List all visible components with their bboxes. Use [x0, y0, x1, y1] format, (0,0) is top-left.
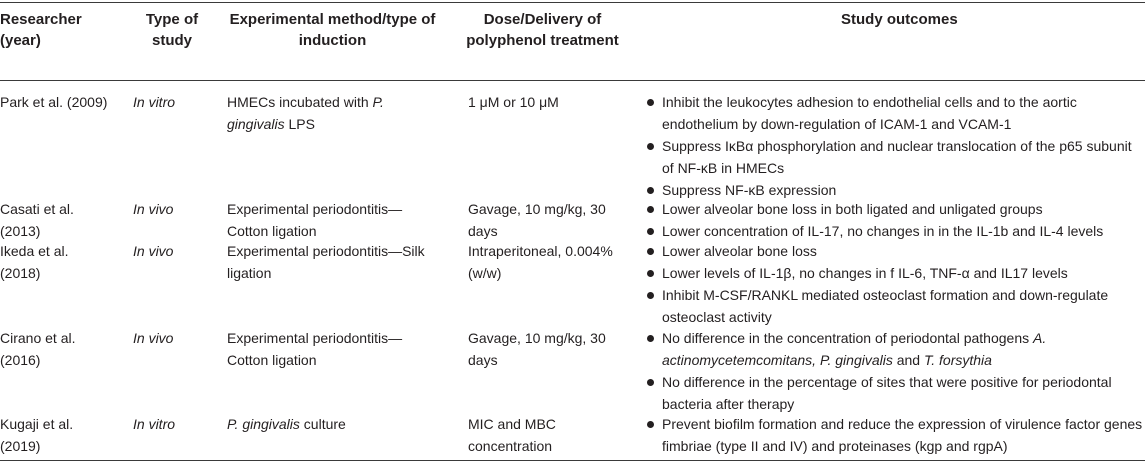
row-method: P. gingivalis culture — [227, 416, 346, 432]
header-researcher: Researcher (year) — [0, 11, 82, 49]
header-dose: Dose/Delivery of polyphenol treatment — [466, 11, 619, 49]
row-method: Experimental periodontitis—Cotton ligation — [227, 330, 403, 368]
header-outcomes: Study outcomes — [841, 11, 958, 28]
row-outcomes — [646, 240, 1145, 328]
outcome-item: Lower concentration of IL-17, no changes in in the IL-1b and IL-4 levels — [646, 220, 1145, 242]
header-type: Type of study — [145, 11, 199, 49]
row-dose: MIC and MBC concentration — [468, 416, 556, 454]
row-outcomes — [646, 413, 1145, 457]
row-dose: 1 μM or 10 μM — [468, 94, 559, 110]
row-method: Experimental periodontitis—Silk ligation — [227, 243, 425, 281]
outcome-item: No difference in the concentration of periodontal pathogens A. actinomycetemcomitans, P. gingivalis and T. forsythia — [646, 327, 1145, 371]
outcome-item: Prevent biofilm formation and reduce the expression of virulence factor genes fimbriae (type II and IV) and proteinases (kgp and rgpA) — [646, 413, 1145, 457]
row-method: Experimental periodontitis—Cotton ligation — [227, 201, 403, 239]
row-researcher: Kugaji et al. (2019) — [0, 416, 74, 454]
outcome-item: Inhibit the leukocytes adhesion to endothelial cells and to the aortic endothelium by down-regulation of ICAM-1 and VCAM-1 — [646, 91, 1145, 135]
row-type: In vivo — [133, 201, 174, 217]
row-dose: Gavage, 10 mg/kg, 30 days — [468, 201, 606, 239]
row-method: HMECs incubated with P. gingivalis LPS — [227, 94, 384, 132]
row-dose: Gavage, 10 mg/kg, 30 days — [468, 330, 606, 368]
row-type: In vivo — [133, 330, 174, 346]
row-outcomes — [646, 91, 1145, 201]
row-researcher: Ikeda et al. (2018) — [0, 243, 69, 281]
row-researcher: Cirano et al. (2016) — [0, 330, 76, 368]
outcome-item: Lower levels of IL-1β, no changes in f IL-6, TNF-α and IL17 levels — [646, 262, 1145, 284]
row-outcomes — [646, 198, 1145, 242]
row-type: In vitro — [133, 94, 176, 110]
outcome-item: Suppress IκBα phosphorylation and nuclear translocation of the p65 subunit of NF-κB in HMECs — [646, 135, 1145, 179]
header-rule — [0, 80, 1145, 81]
row-researcher: Casati et al. (2013) — [0, 201, 74, 239]
row-type: In vitro — [133, 416, 176, 432]
outcome-item: Suppress NF-κB expression — [646, 179, 1145, 201]
outcome-item: Lower alveolar bone loss — [646, 240, 1145, 262]
row-dose: Intraperitoneal, 0.004% (w/w) — [468, 243, 613, 281]
outcome-item: Inhibit M-CSF/RANKL mediated osteoclast formation and down-regulate osteoclast activity — [646, 284, 1145, 328]
row-type: In vivo — [133, 243, 174, 259]
outcome-item: Lower alveolar bone loss in both ligated and unligated groups — [646, 198, 1145, 220]
row-researcher: Park et al. (2009) — [0, 94, 108, 110]
header-method: Experimental method/type of induction — [229, 11, 436, 49]
row-outcomes — [646, 327, 1145, 415]
bottom-rule — [0, 460, 1145, 461]
outcome-item: No difference in the percentage of sites that were positive for periodontal bacteria after therapy — [646, 371, 1145, 415]
top-rule — [0, 2, 1145, 3]
